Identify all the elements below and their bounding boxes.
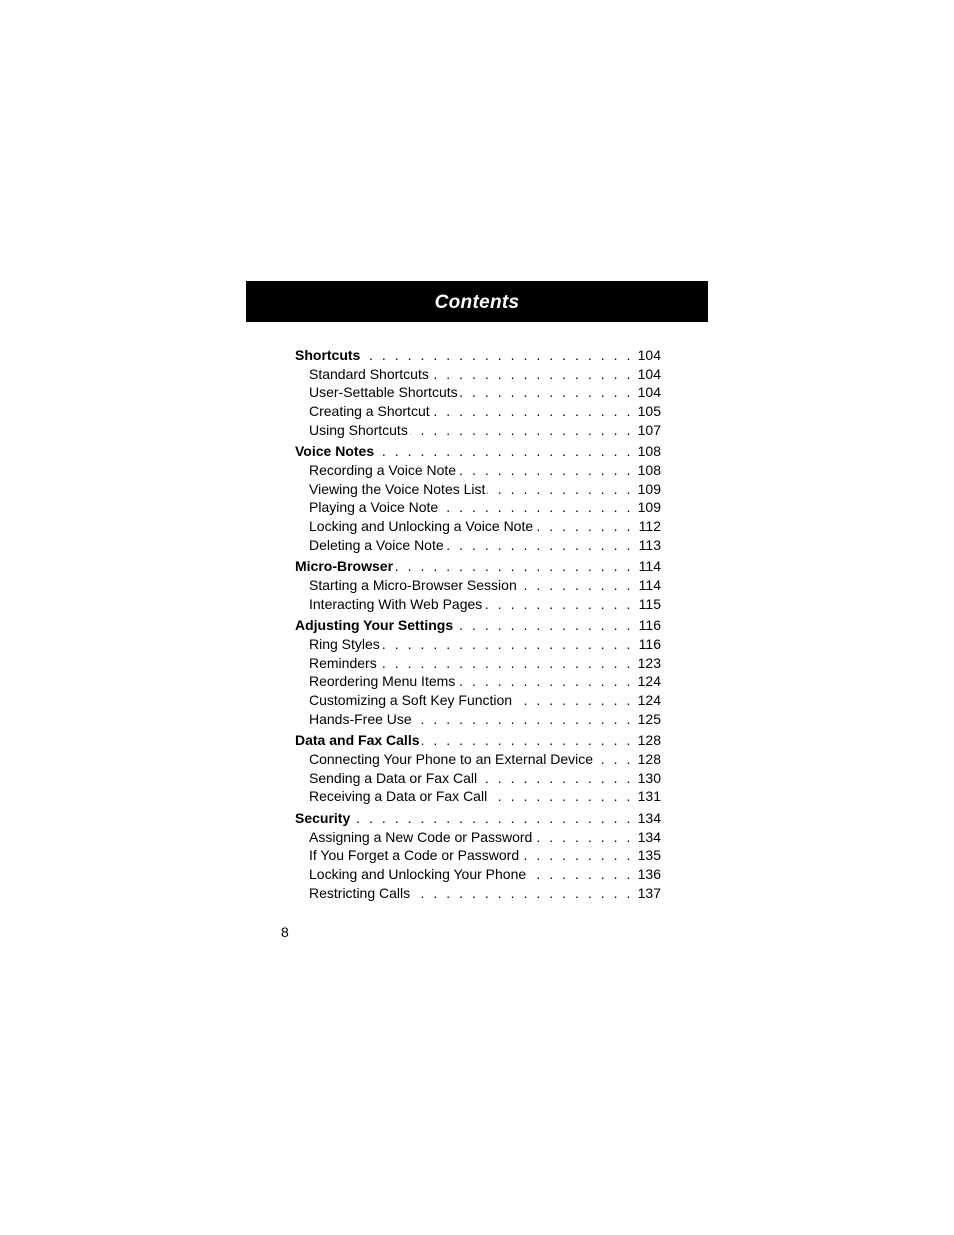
dot-leader [489, 787, 633, 806]
toc-entry[interactable] [295, 595, 661, 614]
toc-entry-title: Restricting Calls [309, 884, 411, 901]
toc-page-number: 114 [638, 558, 661, 575]
toc-section [295, 616, 661, 728]
toc-page-number: 104 [637, 347, 661, 363]
toc-entry[interactable] [295, 498, 661, 517]
dot-leader [431, 365, 633, 384]
toc-page-number: 125 [637, 710, 661, 727]
toc-entry[interactable] [295, 421, 661, 440]
dot-leader [487, 480, 633, 499]
toc-section [295, 442, 661, 554]
table-of-contents [295, 346, 661, 905]
dot-leader [410, 421, 633, 440]
toc-entry[interactable] [295, 691, 661, 710]
toc-section-entry[interactable] [295, 809, 661, 828]
dot-leader [414, 710, 633, 729]
toc-entry-title: Creating a Shortcut [309, 403, 430, 420]
dot-leader [382, 635, 633, 654]
toc-section [295, 557, 661, 613]
toc-page-number: 135 [637, 847, 661, 864]
toc-page-number: 128 [637, 732, 661, 749]
toc-entry-title: Receiving a Data or Fax Call [309, 788, 488, 805]
toc-page-number: 116 [638, 635, 661, 652]
toc-page-number: 112 [638, 518, 661, 535]
toc-page-number: 114 [638, 577, 661, 594]
toc-page-number: 107 [637, 421, 661, 438]
dot-leader [484, 595, 633, 614]
toc-page-number: 128 [637, 751, 661, 767]
toc-page-number: 137 [637, 884, 661, 901]
toc-entry[interactable] [295, 865, 661, 884]
toc-entry[interactable] [295, 787, 661, 806]
dot-leader [352, 809, 633, 828]
toc-entry-title: Sending a Data or Fax Call [309, 769, 478, 786]
dot-leader [535, 517, 633, 536]
toc-page-number: 124 [637, 692, 661, 709]
toc-page-number: 130 [637, 769, 661, 786]
toc-page-number: 124 [637, 673, 661, 690]
toc-entry-title: Using Shortcuts [309, 421, 408, 438]
toc-section-title: Shortcuts [295, 347, 361, 363]
toc-page-number: 134 [637, 828, 661, 845]
dot-leader [458, 461, 633, 480]
toc-entry-title: Standard Shortcuts [309, 365, 429, 382]
toc-entry-title: Viewing the Voice Notes List [309, 480, 486, 497]
toc-entry-title: Deleting a Voice Note [309, 536, 444, 553]
toc-page-number: 116 [638, 617, 661, 634]
toc-entry-title: If You Forget a Code or Password [309, 847, 520, 864]
toc-entry-title: Assigning a New Code or Password [309, 828, 533, 845]
toc-entry[interactable] [295, 654, 661, 673]
dot-leader [519, 576, 633, 595]
dot-leader [460, 383, 633, 402]
toc-entry[interactable] [295, 536, 661, 555]
toc-entry[interactable] [295, 402, 661, 421]
toc-entry[interactable] [295, 828, 661, 847]
contents-header-bar [246, 281, 708, 322]
toc-section-title: Micro-Browser [295, 558, 394, 575]
dot-leader [479, 769, 633, 788]
toc-page-number: 134 [637, 809, 661, 826]
toc-entry[interactable] [295, 710, 661, 729]
toc-entry-title: User-Settable Shortcuts [309, 384, 458, 401]
toc-section-title: Adjusting Your Settings [295, 617, 454, 634]
toc-entry-title: Connecting Your Phone to an External Device [309, 751, 594, 767]
toc-entry-title: Recording a Voice Note [309, 462, 457, 479]
toc-entry[interactable] [295, 750, 661, 769]
toc-entry-title: Reminders [309, 654, 377, 671]
toc-page-number: 115 [638, 595, 661, 612]
toc-section [295, 731, 661, 806]
toc-entry[interactable] [295, 635, 661, 654]
toc-entry[interactable] [295, 517, 661, 536]
toc-entry-title: Locking and Unlocking Your Phone [309, 866, 527, 883]
toc-entry-title: Playing a Voice Note [309, 499, 439, 516]
toc-page-number: 131 [637, 788, 661, 805]
toc-section [295, 809, 661, 902]
toc-entry-title: Hands-Free Use [309, 710, 412, 727]
toc-section-title: Security [295, 809, 351, 826]
toc-entry[interactable] [295, 480, 661, 499]
toc-entry-title: Interacting With Web Pages [309, 595, 483, 612]
toc-section-title: Voice Notes [295, 443, 375, 460]
toc-entry-title: Reordering Menu Items [309, 673, 456, 690]
toc-page-number: 104 [637, 384, 661, 401]
dot-leader [446, 536, 633, 555]
dot-leader [595, 750, 633, 769]
toc-entry[interactable] [295, 769, 661, 788]
dot-leader [528, 865, 633, 884]
toc-page-number: 105 [637, 403, 661, 420]
toc-section-entry[interactable] [295, 731, 661, 750]
toc-entry[interactable] [295, 846, 661, 865]
toc-section-entry[interactable] [295, 442, 661, 461]
dot-leader [440, 498, 633, 517]
toc-entry-title: Customizing a Soft Key Function [309, 692, 513, 709]
toc-entry-title: Locking and Unlocking a Voice Note [309, 518, 534, 535]
toc-section-entry[interactable] [295, 616, 661, 635]
toc-entry[interactable] [295, 884, 661, 903]
dot-leader [432, 402, 633, 421]
dot-leader [521, 846, 633, 865]
toc-page-number: 109 [637, 480, 661, 497]
toc-page-number: 136 [637, 866, 661, 883]
toc-page-number: 104 [637, 365, 661, 382]
toc-page-number: 109 [637, 499, 661, 516]
dot-leader [422, 731, 634, 750]
dot-leader [457, 672, 633, 691]
dot-leader [514, 691, 633, 710]
dot-leader [362, 346, 633, 365]
toc-entry-title: Ring Styles [309, 635, 380, 652]
toc-page-number: 108 [637, 443, 661, 460]
toc-entry[interactable] [295, 461, 661, 480]
toc-page-number: 123 [637, 654, 661, 671]
toc-entry-title: Starting a Micro-Browser Session [309, 577, 517, 594]
dot-leader [379, 654, 633, 673]
toc-entry[interactable] [295, 383, 661, 402]
dot-leader [412, 884, 633, 903]
toc-section-entry[interactable] [295, 557, 661, 576]
page-title: Contents [434, 291, 520, 313]
dot-leader [395, 557, 633, 576]
toc-section-title: Data and Fax Calls [295, 732, 420, 749]
toc-entry[interactable] [295, 365, 661, 384]
dot-leader [534, 828, 633, 847]
dot-leader [376, 442, 633, 461]
page-number: 8 [281, 924, 289, 940]
toc-section [295, 346, 661, 439]
toc-section-entry[interactable] [295, 346, 661, 365]
toc-entry[interactable] [295, 576, 661, 595]
toc-page-number: 113 [638, 536, 661, 553]
toc-entry[interactable] [295, 672, 661, 691]
dot-leader [455, 616, 633, 635]
toc-page-number: 108 [637, 462, 661, 479]
